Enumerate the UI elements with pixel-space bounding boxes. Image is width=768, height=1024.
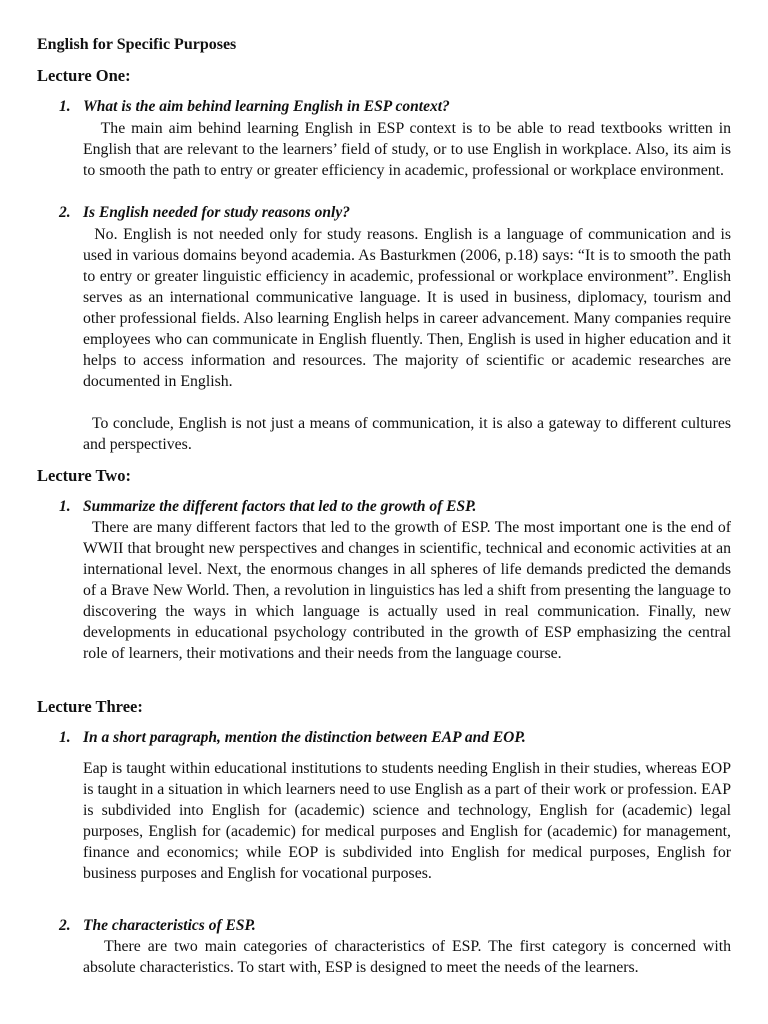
question-text: Is English needed for study reasons only?	[83, 204, 350, 221]
question-number: 1.	[59, 98, 71, 115]
question-text: The characteristics of ESP.	[83, 917, 256, 934]
lecture-one-answer-1: The main aim behind learning English in ESP context is to be able to read textbooks written in English that are relevant to the learners’ field of study, or to use English in workplace. Also, its aim is to smooth the path to entry or greater efficiency in academic, professional or workplace environment.	[83, 120, 731, 179]
lecture-two-heading: Lecture Two:	[37, 466, 131, 485]
question-number: 2.	[59, 917, 71, 934]
document-title: English for Specific Purposes	[37, 36, 237, 53]
question-number: 1.	[59, 729, 71, 746]
lecture-one-answer-2-paragraph-2: To conclude, English is not just a means of communication, it is also a gateway to different cultures and perspectives.	[83, 415, 731, 453]
question-text: Summarize the different factors that led to the growth of ESP.	[83, 498, 477, 515]
lecture-three-heading: Lecture Three:	[37, 697, 143, 716]
question-number: 1.	[59, 498, 71, 515]
lecture-one-answer-2-paragraph-1: No. English is not needed only for study reasons. English is a language of communication and is used in various domains beyond academia. As Basturkmen (2006, p.18) says: “It is to smooth the path to entry or greater linguistic efficiency in academic, professional or workplace environment”. English serves as an international communicative language. It is used in business, diplomacy, tourism and other professional fields. Also learning English helps in career advancement. Many companies require employees who can communicate in English fluently. Then, English is used in higher education and it helps to access information and resources. The majority of scientific or academic researches are documented in English.	[83, 226, 731, 390]
lecture-one-question-1	[59, 96, 450, 117]
lecture-one-heading: Lecture One:	[37, 66, 131, 85]
lecture-three-question-2	[59, 915, 256, 936]
question-text: In a short paragraph, mention the distinction between EAP and EOP.	[83, 729, 526, 746]
lecture-three-question-1	[59, 727, 526, 748]
lecture-three-answer-2: There are two main categories of characteristics of ESP. The first category is concerned with absolute characteristics. To start with, ESP is designed to meet the needs of the learners.	[83, 938, 731, 976]
lecture-three-answer-1: Eap is taught within educational institutions to students needing English in their studies, whereas EOP is taught in a situation in which learners need to use English as a part of their work or profession. EAP is subdivided into English for (academic) science and technology, English for (academic) legal purposes, English for (academic) for medical purposes and English for (academic) for management, finance and economics; while EOP is subdivided into English for medical purposes, English for business purposes and English for vocational purposes.	[83, 760, 731, 882]
question-text: What is the aim behind learning English in ESP context?	[83, 98, 450, 115]
lecture-one-question-2	[59, 202, 350, 223]
question-number: 2.	[59, 204, 71, 221]
lecture-two-question-1	[59, 496, 476, 517]
lecture-two-answer-1: There are many different factors that led to the growth of ESP. The most important one is the end of WWII that brought new perspectives and changes in scientific, technical and economic activities at an international level. Next, the enormous changes in all spheres of life demands predicted the demands of a Brave New World. Then, a revolution in linguistics has led a shift from presenting the language to discovering the ways in which language is actually used in real communication. Finally, new developments in educational psychology contributed in the growth of ESP emphasizing the central role of learners, their motivations and their needs from the language course.	[83, 519, 731, 662]
